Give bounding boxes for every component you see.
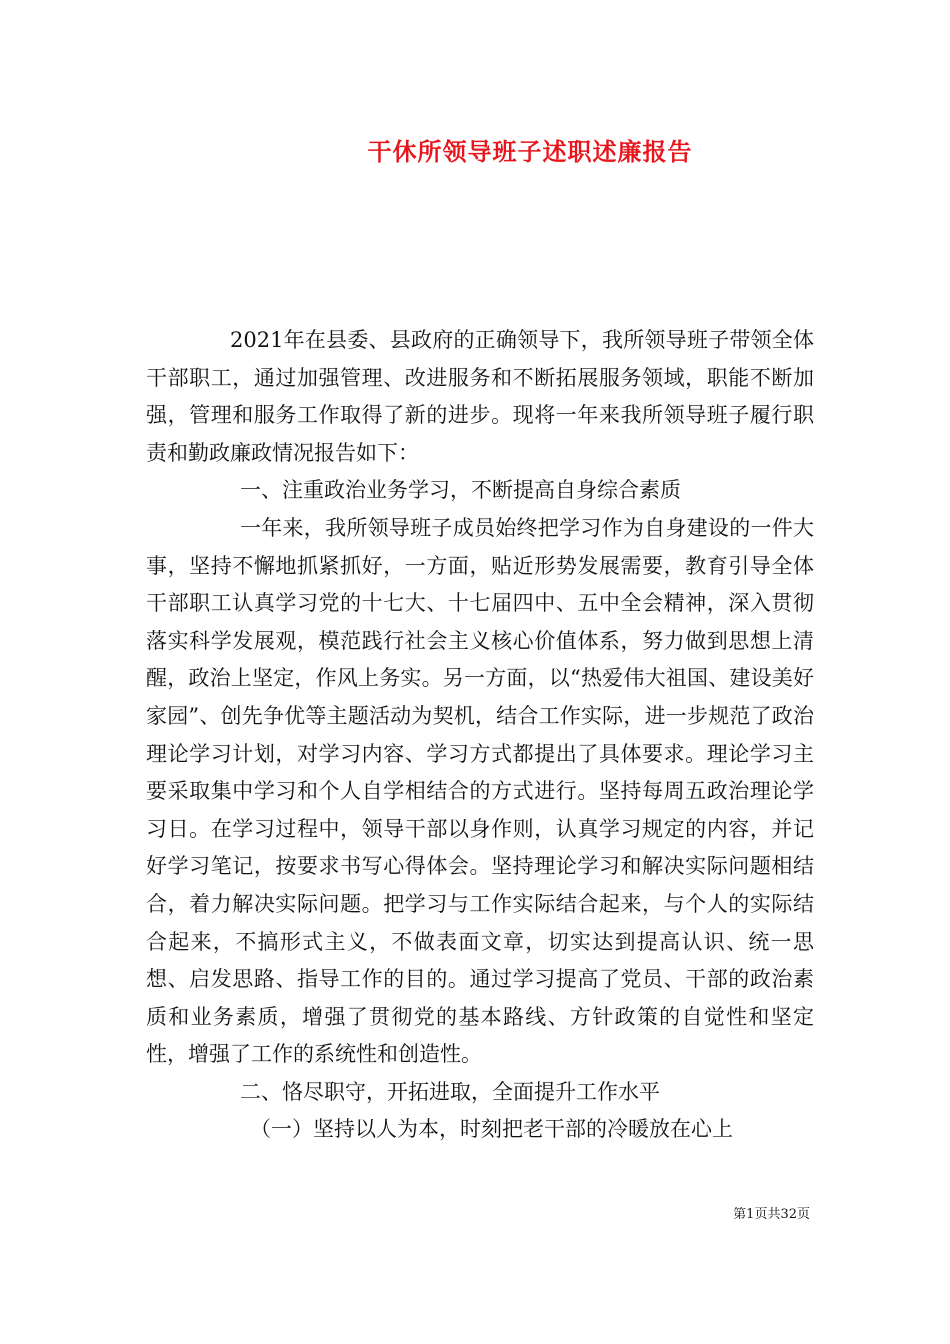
document-body <box>146 322 814 1149</box>
paragraph-intro: 2021年在县委、县政府的正确领导下，我所领导班子带领全体干部职工，通过加强管理、改进服务和不断拓展服务领域，职能不断加强，管理和服务工作取得了新的进步。现将一年来我所领导班子履行职责和勤政廉政情况报告如下： <box>146 328 814 465</box>
document-title: 干休所领导班子述职述廉报告 <box>367 137 693 166</box>
section-heading-2: 二、恪尽职守，开拓进取，全面提升工作水平 <box>240 1079 660 1104</box>
section-heading-1: 一、注重政治业务学习，不断提高自身综合素质 <box>240 478 681 503</box>
subsection-heading-1: （一）坚持以人为本，时刻把老干部的冷暖放在心上 <box>250 1117 733 1142</box>
page-number: 第1页共32页 <box>733 1207 810 1222</box>
paragraph-study: 一年来，我所领导班子成员始终把学习作为自身建设的一件大事，坚持不懈地抓紧抓好，一方面，贴近形势发展需要，教育引导全体干部职工认真学习党的十七大、十七届四中、五中全会精神，深入贯彻落实科学发展观，模范践行社会主义核心价值体系，努力做到思想上清醒，政治上坚定，作风上务实。另一方面，以“热爱伟大祖国、建设美好家园”、创先争优等主题活动为契机，结合工作实际，进一步规范了政治理论学习计划，对学习内容、学习方式都提出了具体要求。理论学习主要采取集中学习和个人自学相结合的方式进行。坚持每周五政治理论学习日。在学习过程中，领导干部以身作则，认真学习规定的内容，并记好学习笔记，按要求书写心得体会。坚持理论学习和解决实际问题相结合，着力解决实际问题。把学习与工作实际结合起来，与个人的实际结合起来，不搞形式主义，不做表面文章，切实达到提高认识、统一思想、启发思路、指导工作的目的。通过学习提高了党员、干部的政治素质和业务素质，增强了贯彻党的基本路线、方针政策的自觉性和坚定性，增强了工作的系统性和创造性。 <box>146 515 814 1067</box>
